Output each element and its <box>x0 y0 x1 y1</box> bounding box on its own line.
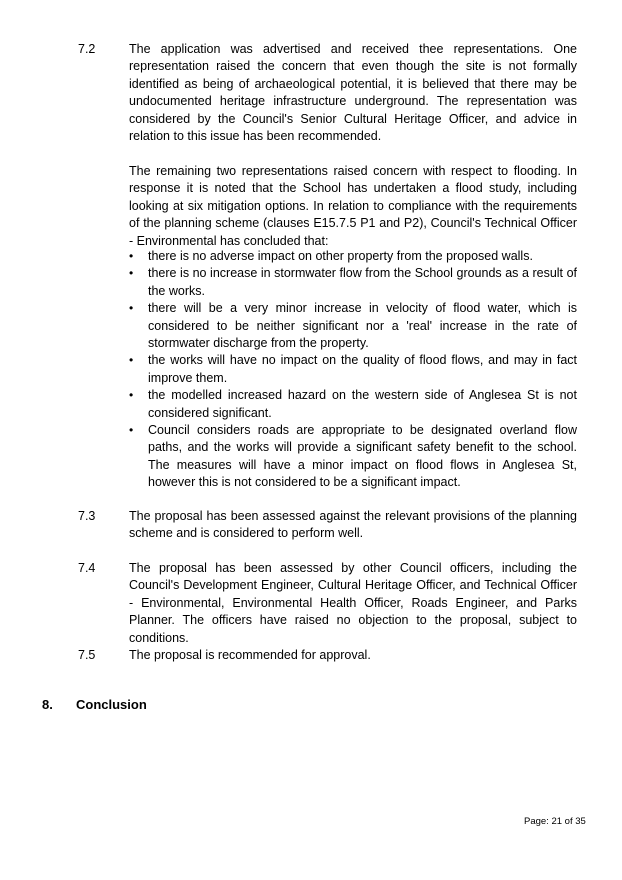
bullet-icon: • <box>129 388 134 403</box>
bullet-icon: • <box>129 423 134 438</box>
section-7-5-text: The proposal is recommended for approval. <box>129 648 371 662</box>
heading-title: Conclusion <box>76 697 147 712</box>
bullet-icon: • <box>129 353 134 368</box>
section-number-7-3: 7.3 <box>78 509 96 523</box>
list-item: • there is no adverse impact on other property from the proposed walls. <box>129 248 577 265</box>
list-item: • the works will have no impact on the quality of flood flows, and may in fact improve them. <box>129 353 577 385</box>
list-item: • there is no increase in stormwater flow from the School grounds as a result of the works. <box>129 266 577 298</box>
section-7-2-paragraph-1: The application was advertised and received thee representations. One representation raised the concern that even though the site is not formally identified as being of archaeological potential, it is believed that there may be undocumented heritage infrastructure underground. The representation was considered by the Council's Senior Cultural Heritage Officer, and advice in relation to this issue has been recommended. <box>129 42 577 144</box>
list-item: • Council considers roads are appropriate to be designated overland flow paths, and the works will provide a significant safety benefit to the school. The measures will have a minor impact on flood flows in Anglesea St, however this is not considered to be a significant impact. <box>129 423 577 490</box>
list-item: • there will be a very minor increase in velocity of flood water, which is considered to be neither significant nor a 'real' increase in the rate of stormwater discharge from the property. <box>129 301 577 351</box>
page-number: Page: 21 of 35 <box>524 816 586 827</box>
list-item: • the modelled increased hazard on the western side of Anglesea St is not considered significant. <box>129 388 577 420</box>
bullet-icon: • <box>129 266 134 281</box>
heading-number: 8. <box>42 697 53 712</box>
section-number-7-2: 7.2 <box>78 42 96 56</box>
bullet-icon: • <box>129 249 134 263</box>
section-7-3-text: The proposal has been assessed against the relevant provisions of the planning scheme and is considered to perform well. <box>129 509 577 541</box>
section-7-4-text: The proposal has been assessed by other Council officers, including the Council's Development Engineer, Cultural Heritage Officer, and Technical Officer - Environmental, Environmental Health Officer, Roads Engineer, and Parks Planner. The officers have raised no objection to the proposal, subject to conditions. <box>129 561 577 645</box>
section-7-2-paragraph-2: The remaining two representations raised concern with respect to flooding. In response it is noted that the School has undertaken a flood study, including looking at six mitigation options. In relation to compliance with the requirements of the planning scheme (clauses E15.7.5 P1 and P2), Council's Technical Officer - Environmental has concluded that: <box>129 164 577 248</box>
section-number-7-5: 7.5 <box>78 648 96 662</box>
bullet-icon: • <box>129 301 134 316</box>
section-number-7-4: 7.4 <box>78 561 96 575</box>
flooding-conclusions-list <box>129 248 577 492</box>
